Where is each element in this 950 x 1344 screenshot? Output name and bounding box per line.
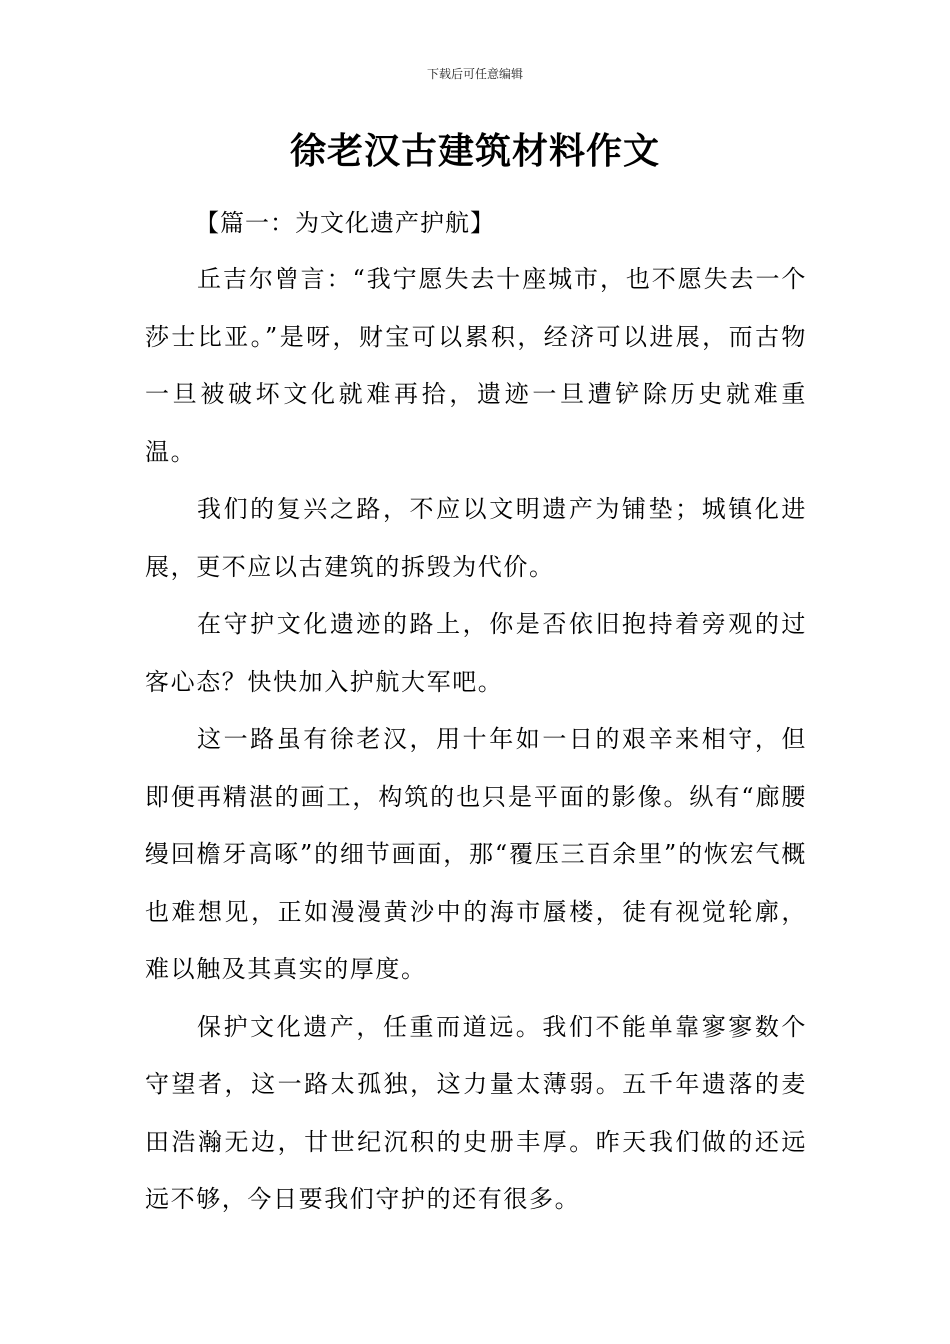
section-heading: 【篇一：为文化遗产护航】 xyxy=(195,209,495,237)
paragraph-3: 在守护文化遗迹的路上，你是否依旧抱持着旁观的过客心态？快快加入护航大军吧。 xyxy=(145,610,807,696)
header-note: 下载后可任意编辑 xyxy=(426,67,523,81)
paragraph-2: 我们的复兴之路，不应以文明遗产为铺垫；城镇化进展，更不应以古建筑的拆毁为代价。 xyxy=(145,495,807,581)
paragraph-1: 丘吉尔曾言：“我宁愿失去十座城市，也不愿失去一个莎士比亚。”是呀，财宝可以累积，经济可以进展，而古物一旦被破坏文化就难再拾，遗迹一旦遭铲除历史就难重温。 xyxy=(145,265,807,466)
document-title: 徐老汉古建筑材料作文 xyxy=(289,131,660,172)
paragraph-5: 保护文化遗产，任重而道远。我们不能单靠寥寥数个守望者，这一路太孤独，这力量太薄弱。五千年遗落的麦田浩瀚无边，廿世纪沉积的史册丰厚。昨天我们做的还远远不够，今日要我们守护的还有很多。 xyxy=(145,1012,807,1213)
paragraph-4: 这一路虽有徐老汉，用十年如一日的艰辛来相守，但即便再精湛的画工，构筑的也只是平面的影像。纵有“廊腰缦回檐牙高啄”的细节画面，那“覆压三百余里”的恢宏气概也难想见，正如漫漫黄沙中的海市蜃楼，徒有视觉轮廓，难以触及其真实的厚度。 xyxy=(145,725,807,983)
document-body xyxy=(145,195,807,1229)
